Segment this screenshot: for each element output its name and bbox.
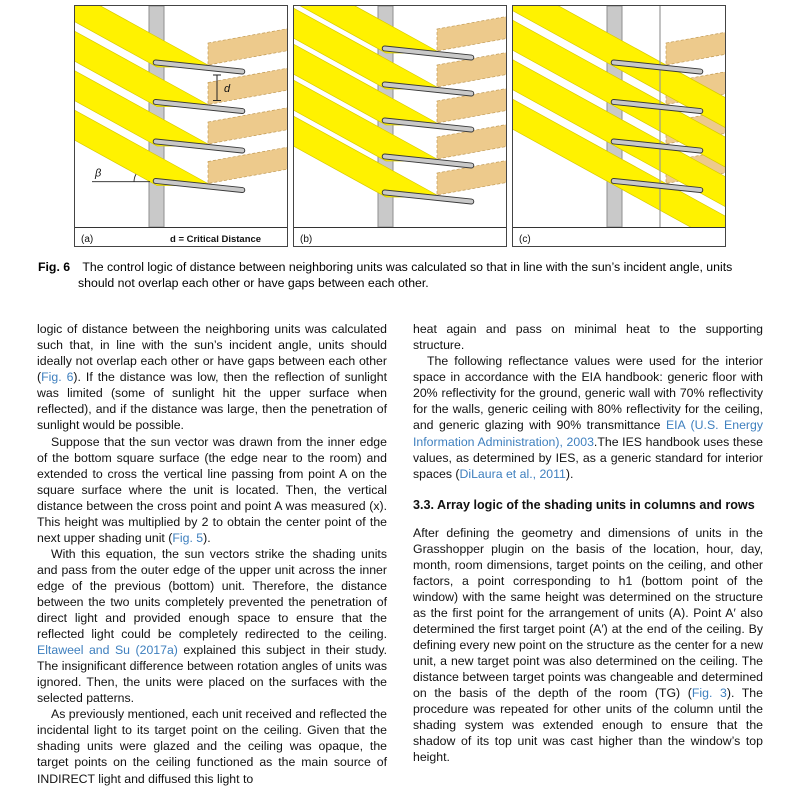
- text-run: Suppose that the sun vector was drawn from the inner edge of the bottom square surface (the edge near to the room) and extended to cross the vertical line passing from point A on the square surface where the unit is located. Then, the vertical distance between the cross point and point A was measured (x). This height was multiplied by 2 to obtain the center point of the next upper shading unit (: [37, 434, 387, 545]
- caption-label: Fig. 6: [38, 260, 71, 274]
- figure-6: [0, 0, 800, 247]
- panel-drawing: [74, 5, 288, 247]
- citation-link[interactable]: Fig. 3: [691, 686, 727, 701]
- sunlight-beams: [74, 5, 212, 185]
- text-run: The following reflectance values were used for the interior space in accordance with the EIA handbook: generic floor with 20% reflectivity for the ground, generic wall with 70% reflectivity for the walls, generic ceiling with 80% reflectivity for the ceiling, and generic glazing with 90% transmittance: [413, 354, 763, 433]
- text-run: ).: [203, 530, 211, 545]
- text-run: logic of distance between the neighboring units was calculated such that, in line with the sun’s incident angle, units should ideally not overlap each other or have gaps between each other (: [37, 322, 387, 385]
- article-body: [0, 321, 800, 786]
- right-column: [413, 321, 763, 786]
- text-run: With this equation, the sun vectors strike the shading units and pass from the outer edge of the upper unit across the inner edge of the previous (bottom) unit. Therefore, the distance between the two units completely prevented the penetration of direct light and provided enough space to ensure that the reflected light could be completely redirected to the ceiling.: [37, 546, 387, 642]
- text-run: After defining the geometry and dimensions of units in the Grasshopper plugin on the basis of the location, hour, day, month, room dimensions, target points on the ceiling, and other factors, a point corresponding to h1 (bottom point of the window) with the same height was determined on the structure as the first point for the arrangement of units (A). Point A′ also determined the first target point (A′) at the end of the ceiling. By defining every new point on the structure as the center for a new unit, a new target point was also determined on the ceiling. The distance between target points was changeable and determined on the basis of the depth of the room (TG) (: [413, 525, 763, 701]
- paragraph: [413, 525, 763, 766]
- citation-link[interactable]: DiLaura et al., 2011: [459, 466, 566, 481]
- paragraph: [37, 546, 387, 706]
- text-run: explained this subject in their study. The insignificant difference between rotation angles of units was ignored. Then, the units were placed on the surfaces with the selected patterns.: [37, 643, 387, 706]
- paragraph: [37, 706, 387, 786]
- paragraph: [37, 321, 387, 433]
- d-label: d: [224, 82, 231, 95]
- citation-link[interactable]: EIA (U.S. Energy Information Administration), 2003: [413, 418, 763, 449]
- paragraph: [413, 353, 763, 481]
- beta-label: β: [95, 167, 102, 180]
- panel-drawing: [512, 5, 726, 247]
- panel-label: (c): [519, 234, 531, 245]
- panel-drawing: [293, 5, 507, 247]
- figure-panel-c: [512, 5, 726, 247]
- text-run: The control logic of distance between neighboring units was calculated so that in line with the sun’s incident angle, units should not overlap each other or have gaps between each other.: [70, 260, 733, 290]
- figure-panel-b: [293, 5, 507, 247]
- paragraph: [38, 260, 762, 291]
- panel-label: (b): [300, 234, 313, 245]
- section-heading: 3.3. Array logic of the shading units in columns and rows: [413, 497, 755, 512]
- citation-link[interactable]: Eltaweel and Su (2017a): [37, 643, 178, 658]
- left-column: [37, 321, 387, 786]
- paragraph: [37, 434, 387, 546]
- text-run: .The IES handbook uses these values, as determined by IES, as a generic standard for interior spaces (: [413, 434, 764, 481]
- text-run: ). If the distance was low, then the reflection of sunlight was limited (some of sunlight hit the upper surface when reflected), and if the distance was large, then the penetration of sunlight would be possible.: [37, 370, 387, 433]
- reflected-beams: [208, 13, 288, 183]
- text-run: ). The procedure was repeated for other units of the column until the shading system was extended enough to ensure that the shadow of its top unit was cast higher than the window’s top height.: [413, 686, 763, 765]
- text-run: heat again and pass on minimal heat to the supporting structure.: [413, 322, 763, 353]
- text-run: ).: [565, 466, 574, 481]
- citation-link[interactable]: Fig. 6: [41, 370, 74, 385]
- figure-caption: [38, 260, 762, 291]
- panel-label: (a): [81, 234, 94, 245]
- paragraph: [413, 321, 763, 353]
- sunlight-beams: [293, 5, 441, 197]
- citation-link[interactable]: Fig. 5: [172, 530, 204, 545]
- critical-distance-label: d = Critical Distance: [170, 234, 262, 245]
- figure-panel-a: [74, 5, 288, 247]
- text-run: As previously mentioned, each unit received and reflected the incidental light to its target point on the ceiling. Given that the shading units were glazed and the ceiling was opaque, the target points on the ceiling functioned as the main source of INDIRECT light and diffused this light to: [37, 707, 387, 786]
